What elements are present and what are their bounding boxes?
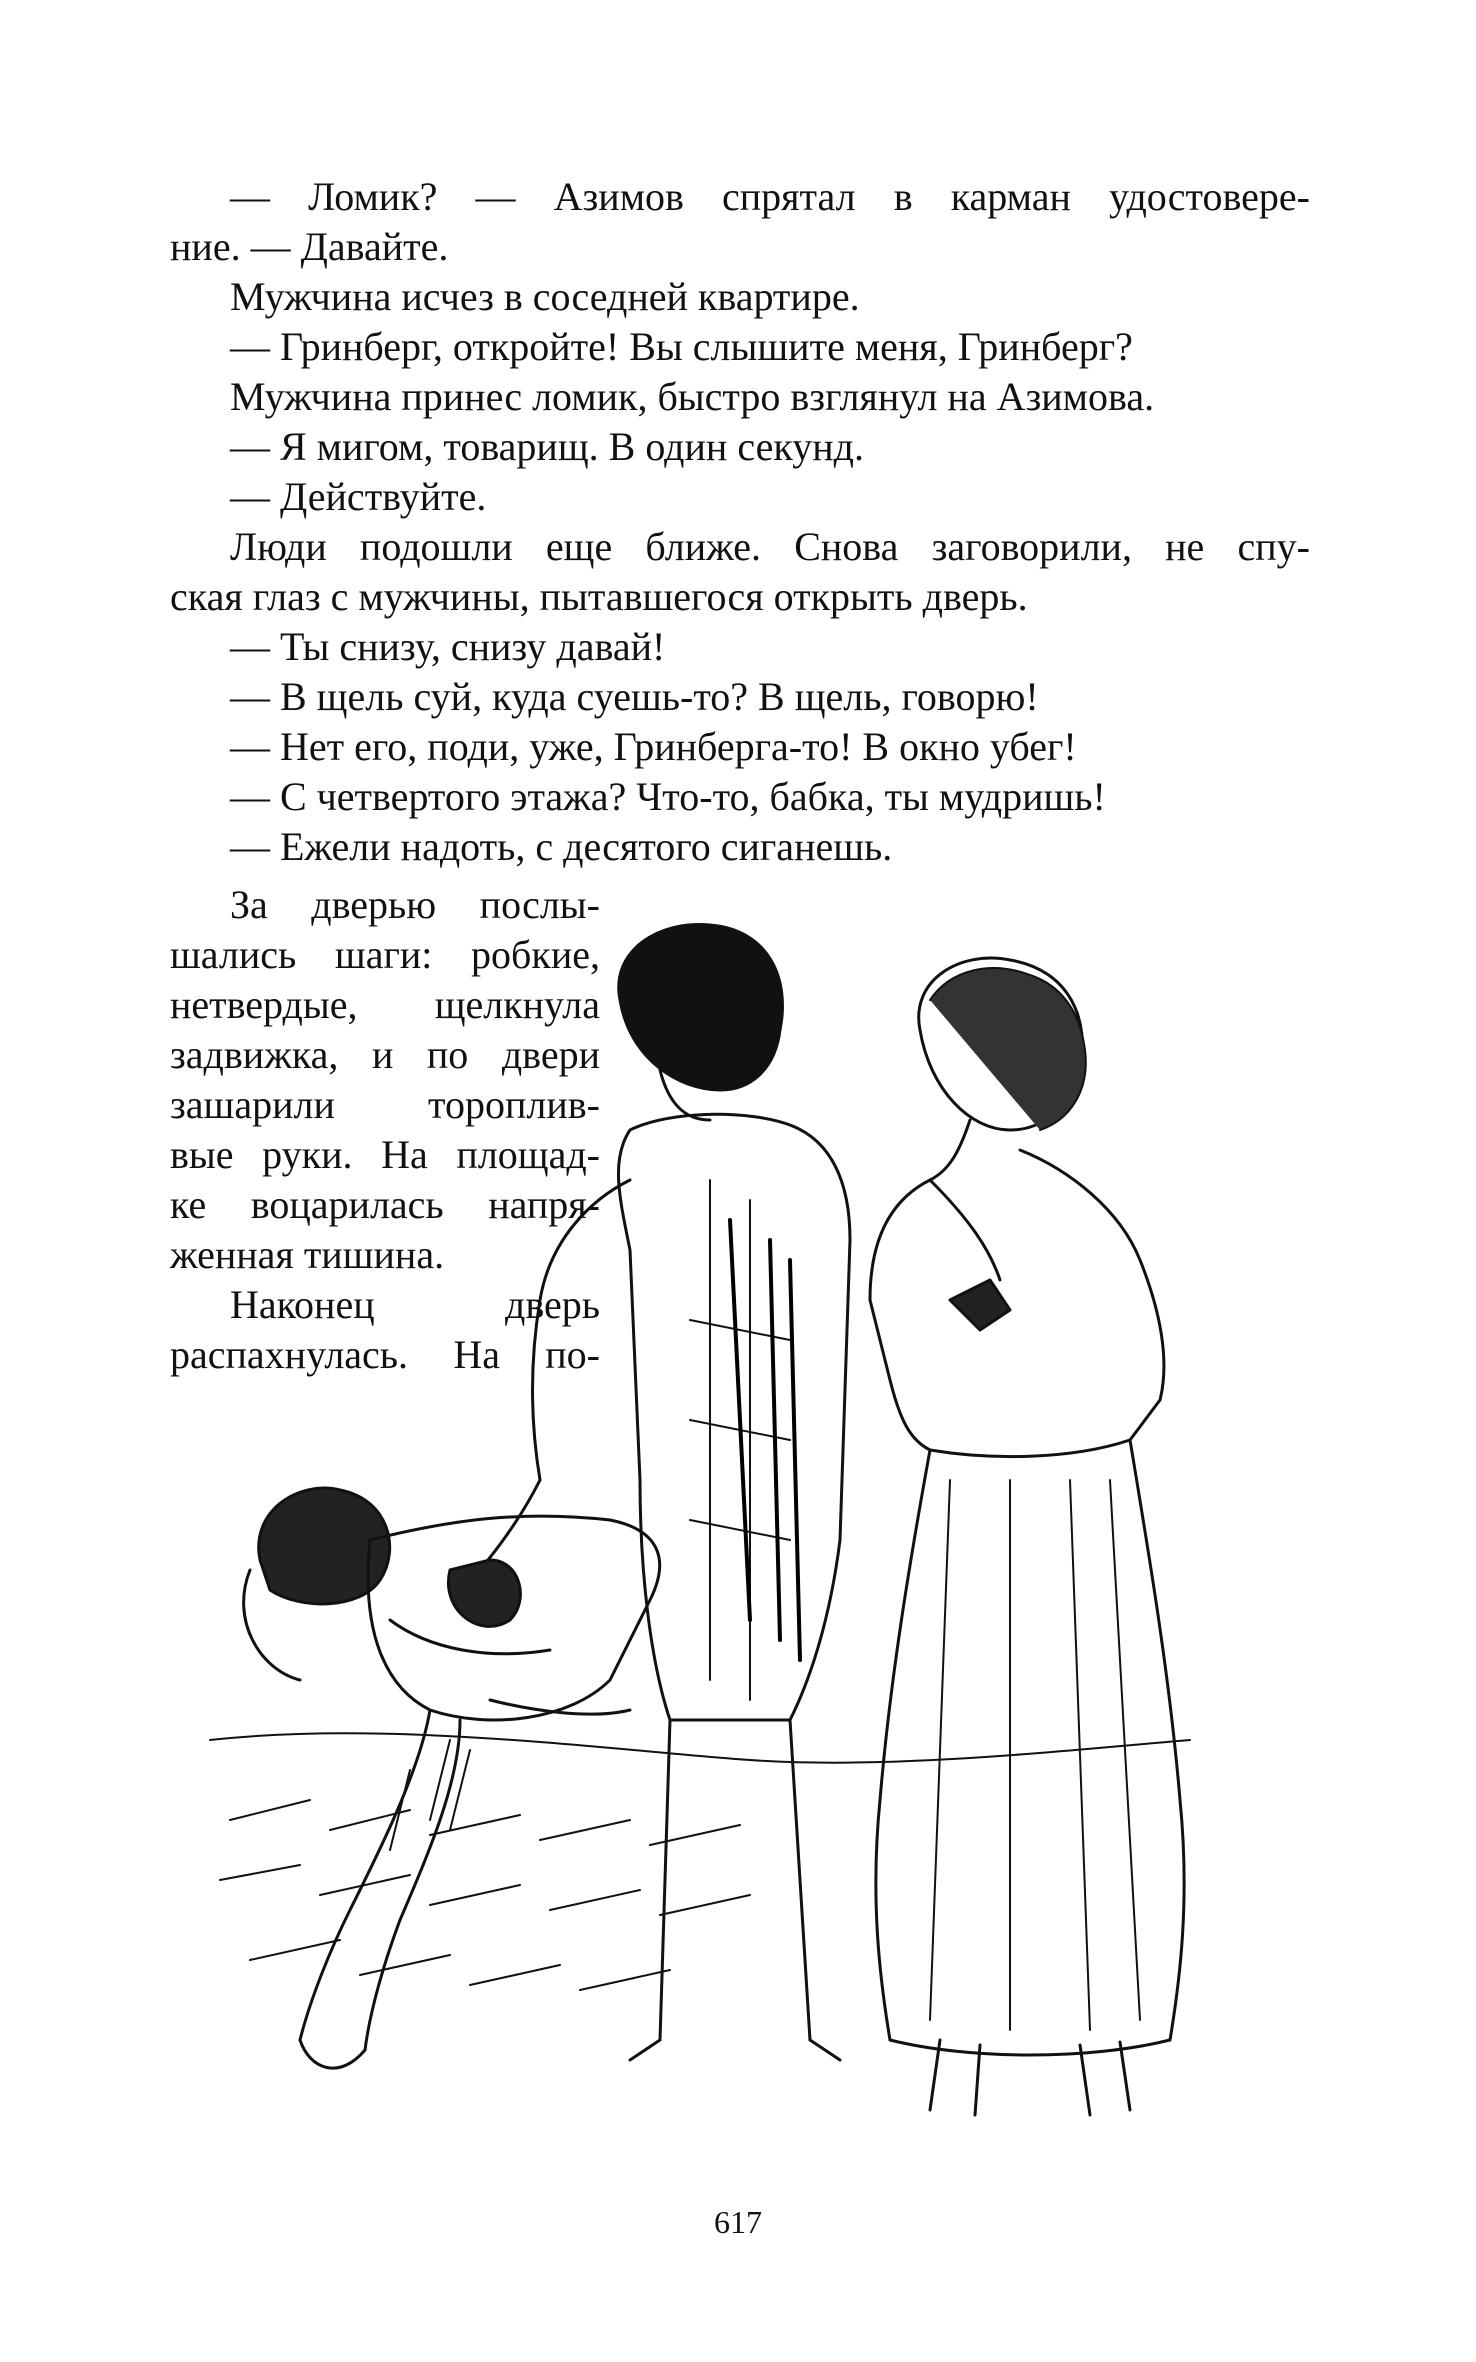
text-line: задвижка, и по двери — [170, 1032, 600, 1077]
paragraph — [170, 522, 1310, 622]
paragraph — [170, 722, 1310, 772]
text-line: Мужчина принес ломик, быстро взглянул на Азимова. — [230, 374, 1155, 419]
text-line: — Ты снизу, снизу давай! — [230, 624, 666, 669]
paragraph — [170, 822, 1310, 872]
text-line: — Я мигом, товарищ. В один секунд. — [230, 424, 864, 469]
text-line: За дверью послы- — [230, 882, 600, 927]
text-line: — Ежели надоть, с десятого сиганешь. — [230, 824, 893, 869]
text-line: женная тишина. — [170, 1232, 445, 1277]
ground-shading — [210, 1733, 1190, 1990]
paragraph — [170, 622, 1310, 672]
paragraph — [170, 272, 1310, 322]
text-line: ние. — Давайте. — [170, 224, 449, 269]
text-line: Наконец дверь — [230, 1282, 600, 1327]
paragraph — [170, 322, 1310, 372]
paragraph — [170, 472, 1310, 522]
standing-woman — [870, 958, 1184, 2115]
text-line: ская глаз с мужчины, пытавшегося открыть дверь. — [170, 574, 1028, 619]
text-line: шались шаги: робкие, — [170, 932, 600, 977]
ink-illustration — [190, 920, 1310, 2140]
text-line: ке воцарилась напря- — [170, 1182, 600, 1227]
text-line: Люди подошли еще ближе. Снова заговорили, не спу- — [230, 524, 1310, 569]
text-line: зашарили тороплив- — [170, 1082, 600, 1127]
text-line: распахнулась. На по- — [170, 1332, 600, 1377]
text-line: — Гринберг, откройте! Вы слышите меня, Гринберг? — [230, 324, 1133, 369]
paragraph — [170, 672, 1310, 722]
text-line: — В щель суй, куда суешь-то? В щель, говорю! — [230, 674, 1039, 719]
text-line: — Ломик? — Азимов спрятал в карман удостовере- — [230, 174, 1310, 219]
text-line: Мужчина исчез в соседней квартире. — [230, 274, 860, 319]
paragraph — [170, 772, 1310, 822]
standing-man — [448, 924, 850, 2060]
text-line: вые руки. На площад- — [170, 1132, 600, 1177]
paragraph — [170, 172, 1310, 272]
text-line: нетвердые, щелкнула — [170, 982, 600, 1027]
text-line: — С четвертого этажа? Что-то, бабка, ты мудришь! — [230, 774, 1106, 819]
text-line: — Нет его, поди, уже, Гринберга-то! В окно убег! — [230, 724, 1077, 769]
paragraph — [170, 422, 1310, 472]
paragraph — [170, 372, 1310, 422]
text-line: — Действуйте. — [230, 474, 487, 519]
text-block — [170, 172, 1310, 872]
page-number: 617 — [714, 2204, 762, 2240]
